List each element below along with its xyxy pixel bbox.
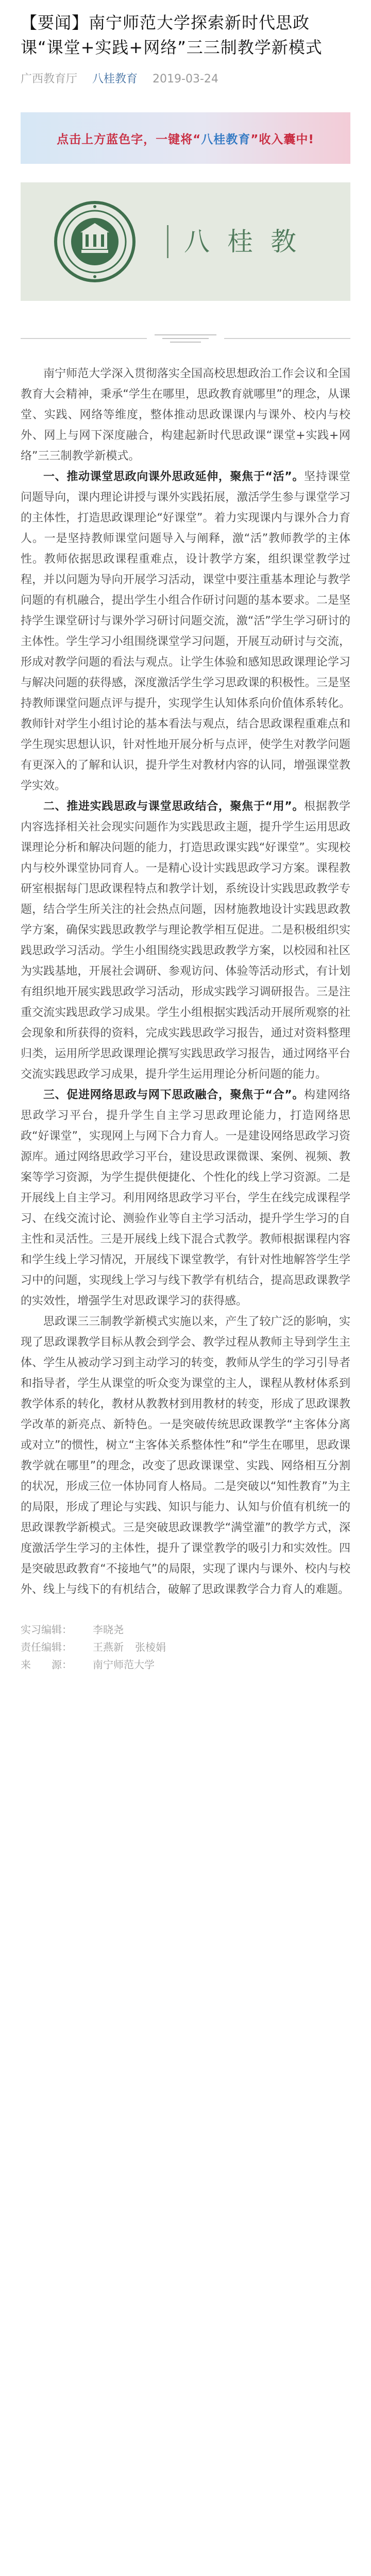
paragraph-practice	[21, 796, 350, 1085]
paragraph-network	[21, 1085, 350, 1312]
banner-account-link[interactable]: 八桂教育	[201, 132, 251, 146]
article-title: 【要闻】南宁师范大学探索新时代思政课“课堂+实践+网络”三三制教学新模式	[21, 13, 323, 57]
brand-text: 八桂教	[167, 225, 314, 258]
credit-source: 来 源： 南宁师范大学	[21, 1658, 155, 1671]
credit-editor: 责任编辑： 王燕新 张棱娟	[21, 1641, 166, 1653]
paragraph-classroom	[21, 467, 350, 796]
text-network: 构建网络思政学习平台，提升学生自主学习思政理论能力，打造网络思政“好课堂”，实现网上与网下合力育人。一是建设网络思政学习资源库。通过网络思政学习平台，建设思政课微课、案例、视频、教案等学习资源，为学生提供便捷化、个性化的线上学习资源。二是开展线上自主学习。利用网络思政学习平台，学生在线完成课程学习、在线交流讨论、测验作业等自主学习活动，提升学生学习的自主性和灵活性。三是开展线上线下混合式教学。教师根据课程内容和学生线上学习情况，开展线下课堂教学，有针对性地解答学生学习中的问题，实现线上学习与线下教学有机结合，提高思政课教学的实效性，增强学生对思政课学习的获得感。	[21, 1089, 350, 1308]
banner-prefix: 点击上方蓝色字，一键将“	[57, 132, 201, 146]
article-author-link[interactable]: 八桂教育	[92, 73, 138, 86]
heading-practice: 二、推进实践思政与课堂思政结合，聚焦于“用”。	[43, 800, 305, 813]
text-practice: 根据教学内容选择相关社会现实问题作为实践思政主题，提升学生运用思政课理论分析和解决问题的能力，打造思政课实践“好课堂”。实现校内与校外课堂协同育人。一是精心设计实践思政学习方案。课程教研室根据每门思政课程特点和教学计划，系统设计实践思政教学专题，结合学生所关注的社会热点问题，因材施教地设计实践思政教学方案，确保实践思政教学与理论教学相互促进。二是积极组织实践思政学习活动。学生小组围绕实践思政教学方案，以校园和社区为实践基地，开展社会调研、参观访问、体验等活动形式，有计划有组织地开展实践思政学习活动，形成实践学习调研报告。三是注重交流实践思政学习成果。学生小组根据实践活动开展所观察的社会现象和所获得的资料，完成实践思政学习报告，通过对资料整理归类，运用所学思政课理论撰写实践思政学习报告，通过网络平台交流实践思政学习成果，提升学生运用理论分析问题的能力。	[21, 800, 350, 1081]
heading-classroom: 一、推动课堂思政向课外思政延伸，聚焦于“活”。	[43, 470, 305, 483]
paragraph-conclusion: 思政课三三制教学新模式实施以来，产生了较广泛的影响，实现了思政课教学目标从教会到学会、教学过程从教师主导到学生主体、学生从被动学习到主动学习的转变，教师从学生的学习引导者和指导者，学生从课堂的听众变为课堂的主人，课程从教材体系到教学体系的转化，教材从教教材到用教材的转变，形成了思政课教学改革的新亮点、新特色。一是突破传统思政课教学“主客体分离或对立”的惯性，树立“主客体关系整体性”和“学生在哪里，思政课教学就在哪里”的理念，改变了思政课课堂、实践、网络相互分割的状况，形成三位一体协同育人格局。二是突破以“知性教育”为主的局限，形成了理论与实践、知识与能力、认知与价值有机统一的思政课教学新模式。三是突破思政课教学“满堂灌”的教学方式，深度激活学生学习的主体性，提升了课堂教学的吸引力和实效性。四是突破思政教育“不接地气”的局限，实现了课内与课外、校内与校外、线上与线下的有机结合，破解了思政课教学合力育人的难题。	[21, 1315, 350, 1596]
article-meta	[21, 71, 350, 88]
text-classroom: 坚持课堂问题导向，课内理论讲授与课外实践拓展，激活学生参与课堂学习的主体性，打造思政课理论“好课堂”。着力实现课内与课外合力育人。一是坚持教师课堂问题导入与阐释，激“活”教师教学的主体性。教师依据思政课程重难点，设计教学方案，组织课堂教学过程，并以问题为导向开展学习活动，课堂中要注重基本理论与教学问题的有机融合，提出学生小组合作研讨问题的基本要求。二是坚持学生课堂研讨与课外学习研讨问题交流，激“活”学生学习研讨的主体性。学生学习小组围绕课堂学习问题，开展互动研讨与交流，形成对教学问题的看法与观点。让学生体验和感知思政课理论学习与解决问题的获得感，深度激活学生学习思政课的积极性。三是坚持教师课堂问题点评与提升，实现学生认知体系向价值体系转化。教师针对学生小组讨论的基本看法与观点，结合思政课程重难点和学生现实思想认识，针对性地开展分析与点评，使学生对教学问题有更深入的了解和认识，提升学生对教材内容的认同，增强课堂教学实效。	[21, 470, 350, 792]
credit-intern: 实习编辑： 李晓尧	[21, 1623, 124, 1636]
article-source: 广西教育厅	[21, 73, 78, 86]
brand-logo-card	[21, 182, 350, 301]
article-date: 2019-03-24	[153, 73, 218, 86]
article-credits	[21, 1621, 350, 1673]
banner-suffix: ”收入囊中!	[250, 132, 314, 146]
subscribe-banner	[21, 112, 350, 164]
heading-network: 三、促进网络思政与网下思政融合，聚焦于“合”。	[43, 1089, 305, 1101]
section-divider	[21, 328, 350, 348]
paragraph-intro: 南宁师范大学深入贯彻落实全国高校思想政治工作会议和全国教育大会精神，秉承“学生在哪里，思政教育就哪里”的理念，从课堂、实践、网络等维度，整体推动思政课课内与课外、校内与校外、网上与网下深度融合，构建起新时代思政课“课堂+实践+网络”三三制教学新模式。	[21, 367, 350, 463]
university-seal-icon	[54, 200, 136, 283]
article-body	[21, 364, 350, 1600]
